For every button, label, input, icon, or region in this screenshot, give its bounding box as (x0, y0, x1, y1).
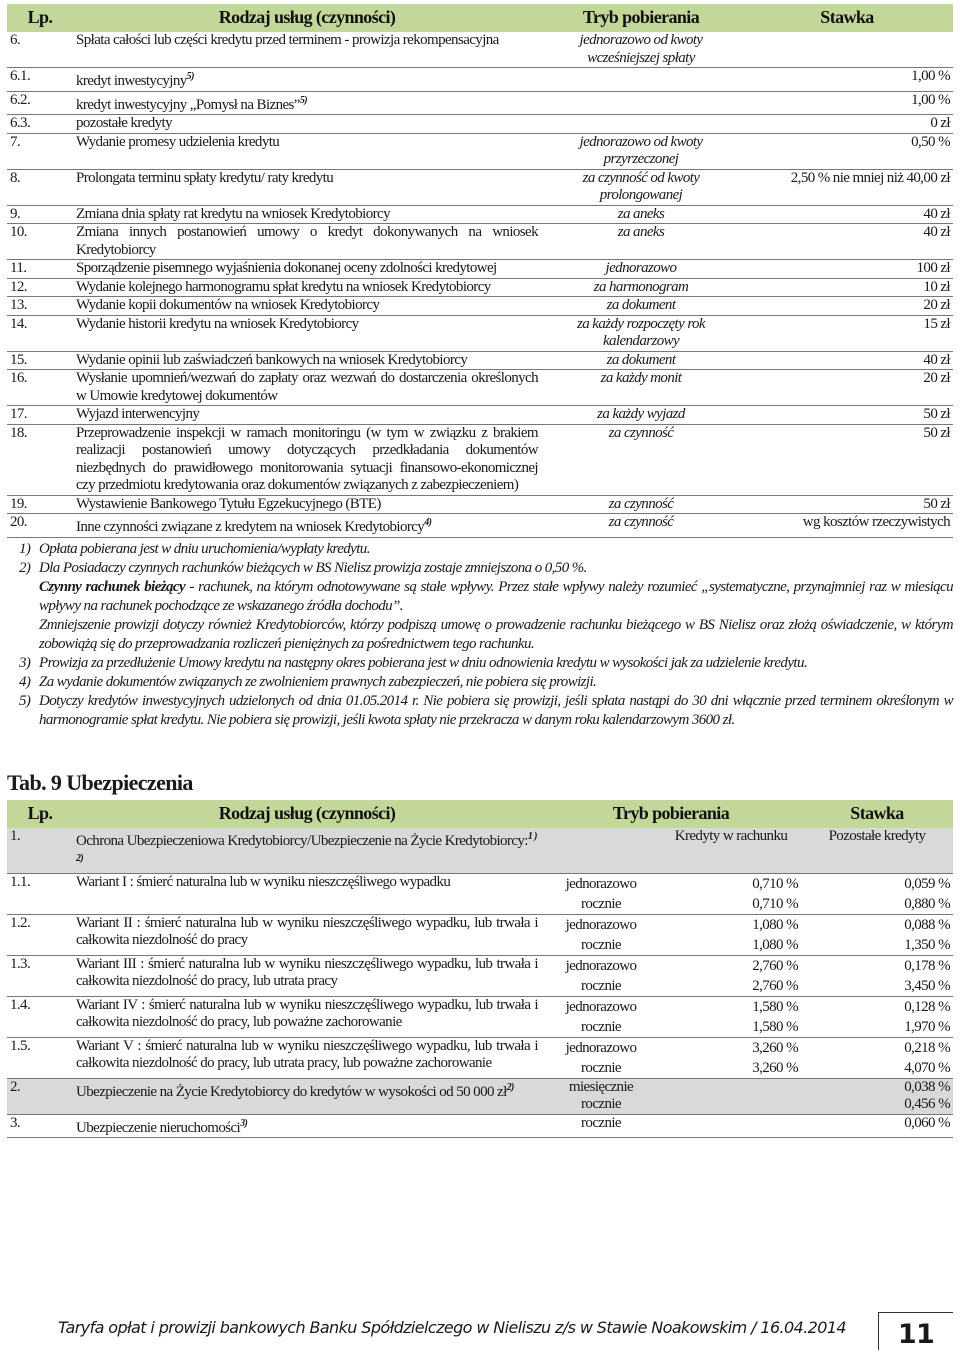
rate-other-credits (801, 1037, 953, 1078)
row-service (73, 828, 541, 874)
row-lp: 6.2. (7, 91, 73, 115)
rate-line: 2,760 % (752, 957, 798, 974)
rate-line: 0,218 % (904, 1039, 950, 1056)
footnotes (7, 540, 953, 730)
mode-line: rocznie (581, 977, 621, 994)
row-service-text: Wydanie kolejnego harmonogramu spłat kredytu na wniosek Kredytobiorcy (76, 278, 491, 295)
footer-text: Taryfa opłat i prowizji bankowych Banku Spółdzielczego w Nieliszu z/s w Stawie Noakowskim / 16.04.2014 (58, 1318, 847, 1337)
footnote-item (7, 654, 953, 673)
footnote-text (39, 673, 953, 692)
table-row (7, 955, 953, 996)
table-row (7, 224, 953, 260)
footnote-ref: 5) (186, 71, 194, 82)
table-row (7, 315, 953, 351)
row-mode: za dokument (541, 351, 741, 370)
rate-line: 1,080 % (752, 936, 798, 953)
row-mode (541, 955, 661, 996)
row-rate: 0 zł (741, 115, 953, 134)
row-service-text: Wydanie opinii lub zaświadczeń bankowych na wniosek Kredytobiorcy (76, 351, 468, 368)
row-mode (541, 115, 741, 134)
footnote-ref: 2) (506, 1081, 514, 1093)
row-service-text: Wydanie promesy udzielenia kredytu (76, 133, 280, 150)
col-service: Rodzaj usług (czynności) (73, 800, 541, 828)
footnote-ref: 1 ) 2) (76, 830, 537, 864)
row-rate: wg kosztów rzeczywistych (741, 514, 953, 538)
footnote-number: 3) (19, 654, 31, 671)
rate-line: 1,580 % (752, 1018, 798, 1035)
row-mode: jednorazowo (541, 260, 741, 279)
rate-other-credits (801, 996, 953, 1037)
row-service (73, 424, 541, 495)
rate-credit-lines (661, 996, 801, 1037)
row-service-text: Wyjazd interwencyjny (76, 406, 200, 422)
row-mode (541, 914, 661, 955)
insurance-table-body (7, 828, 953, 1138)
row-service-text: Wydanie historii kredytu na wniosek Kredytobiorcy (76, 315, 359, 332)
table-row (7, 1037, 953, 1078)
footnote-text (39, 692, 953, 730)
col-lp: Lp. (7, 4, 73, 32)
row-service (73, 115, 541, 134)
mode-line: jednorazowo (565, 1039, 637, 1056)
footnote-item (7, 616, 953, 654)
row-lp: 1.5. (7, 1037, 73, 1078)
row-service (73, 224, 541, 260)
footnote-text (39, 578, 953, 616)
table-row (7, 297, 953, 316)
footnote-item (7, 673, 953, 692)
table-row (7, 133, 953, 169)
row-service-text: Sporządzenie pisemnego wyjaśnienia dokonanej oceny zdolności kredytowej (76, 260, 497, 276)
table-row (7, 406, 953, 425)
insurance-table-header (7, 800, 953, 828)
row-rate: 1,00 % (741, 68, 953, 92)
row-service (73, 68, 541, 92)
table9-title: Tab. 9 Ubezpieczenia (7, 769, 193, 795)
rate-line: 0,456 % (904, 1096, 950, 1112)
row-mode: za czynność (541, 514, 741, 538)
row-lp: 15. (7, 351, 73, 370)
footnote-ref: 5) (299, 94, 307, 106)
row-service (73, 315, 541, 351)
row-service-text: Ochrona Ubezpieczeniowa Kredytobiorcy/Ubezpieczenie na Życie Kredytobiorcy: (76, 832, 528, 849)
row-service (73, 1078, 541, 1114)
footnote-bold: Czynny rachunek bieżący (39, 578, 186, 595)
row-lp: 1. (7, 828, 73, 874)
row-service-text: Zmiana dnia spłaty rat kredytu na wniosek Kredytobiorcy (76, 205, 390, 222)
row-mode: za każdy monit (541, 370, 741, 406)
table-row (7, 370, 953, 406)
row-service: Wariant IV : śmierć naturalna lub w wyniku nieszczęśliwego wypadku, lub trwała i całkowita niezdolność do pracy, lub poważne zachorowanie (73, 996, 541, 1037)
row-mode: jednorazowo od kwoty przyrzeczonej (541, 133, 741, 169)
table-row (7, 514, 953, 538)
row-lp: 3. (7, 1114, 73, 1138)
row-rate: 40 zł (741, 351, 953, 370)
row-lp: 8. (7, 169, 73, 205)
footnote-number: 1) (19, 540, 31, 557)
footnote-number (7, 616, 39, 654)
col-rate: Stawka (801, 800, 953, 828)
footnote-item (7, 540, 953, 559)
mode-line: jednorazowo (565, 957, 637, 974)
rate-line: 4,070 % (904, 1059, 950, 1076)
row-service (73, 406, 541, 425)
row-rate: 1,00 % (741, 91, 953, 115)
row-rate: 20 zł (741, 370, 953, 406)
row-rate: 15 zł (741, 315, 953, 351)
footnote-text (39, 559, 953, 578)
row-mode (541, 68, 741, 92)
row-service (73, 32, 541, 68)
row-mode: za każdy wyjazd (541, 406, 741, 425)
rate-line: 3,450 % (904, 977, 950, 994)
table-row (7, 828, 953, 874)
mode-line: miesięcznie (568, 1078, 634, 1095)
row-lp: 6.3. (7, 115, 73, 134)
footnote-item (7, 578, 953, 616)
row-rate: 50 zł (741, 424, 953, 495)
footnote-text (39, 616, 953, 654)
row-service-text: Wystawienie Bankowego Tytułu Egzekucyjnego (BTE) (76, 495, 381, 512)
row-service-text: Ubezpieczenie nieruchomości (76, 1119, 241, 1136)
row-mode: jednorazowo od kwoty wcześniejszej spłaty (541, 32, 741, 68)
table-row (7, 424, 953, 495)
row-lp: 1.4. (7, 996, 73, 1037)
table-row (7, 32, 953, 68)
footnote-item (7, 559, 953, 578)
footnote-text (39, 654, 953, 673)
table-row (7, 205, 953, 224)
row-rate: 50 zł (741, 406, 953, 425)
page-number: 11 (878, 1312, 953, 1350)
mode-line: rocznie (581, 936, 621, 953)
row-service: Wariant II : śmierć naturalna lub w wyniku nieszczęśliwego wypadku, lub trwała i całkowita niezdolność do pracy (73, 914, 541, 955)
rate-credit-lines (661, 914, 801, 955)
row-lp: 20. (7, 514, 73, 538)
row-mode: za aneks (541, 224, 741, 260)
row-service-text: Ubezpieczenie na Życie Kredytobiorcy do kredytów w wysokości od 50 000 zł (76, 1083, 507, 1100)
row-rate (801, 1078, 953, 1114)
row-service-text: Zmiana innych postanowień umowy o kredyt dokonywanych na wniosek Kredytobiorcy (76, 224, 538, 258)
row-lp: 9. (7, 205, 73, 224)
row-service-text: kredyt inwestycyjny (76, 73, 187, 89)
rate-line: 1,350 % (904, 936, 950, 953)
row-rate: 100 zł (741, 260, 953, 279)
row-mode: rocznie (541, 1114, 661, 1138)
row-service (73, 133, 541, 169)
rate-line: 0,710 % (752, 875, 798, 892)
row-lp: 11. (7, 260, 73, 279)
row-service (73, 297, 541, 316)
footnote-number: 4) (19, 673, 31, 690)
row-service (73, 351, 541, 370)
rate-line: 1,970 % (904, 1018, 950, 1035)
row-mode (541, 1037, 661, 1078)
mode-line: jednorazowo (565, 916, 637, 933)
row-service-text: Wydanie kopii dokumentów na wniosek Kredytobiorcy (76, 297, 380, 313)
table-row (7, 115, 953, 134)
row-service-text: Przeprowadzenie inspekcji w ramach monitoringu (w tym w związku z brakiem realizacji postanowień umowy dotyczących przedkładania dokumentów niezbędnych do prawidłowego monitorowania sytuacji finansowo-ekonomicznej czy przedmiotu kredytowania oraz dokumentów związanych z zabezpieczeniem) (76, 424, 538, 493)
row-service (73, 1114, 541, 1138)
row-lp: 13. (7, 297, 73, 316)
row-lp: 6. (7, 32, 73, 68)
mode-line: rocznie (581, 1018, 621, 1035)
rate-line: 0,088 % (904, 916, 950, 933)
footnote-body: Zmniejszenie prowizji dotyczy również Kredytobiorców, którzy podpiszą umowę o prowadzenie rachunku bieżącego w BS Nielisz oraz złożą oświadczenie, w którym zobowiążą się do przeprowadzania rozliczeń pieniężnych za pośrednictwem tego rachunku. (39, 616, 953, 652)
footnote-number: 5) (19, 692, 31, 709)
row-rate: 10 zł (741, 278, 953, 297)
rate-line: 3,260 % (752, 1059, 798, 1076)
row-service (73, 260, 541, 279)
footnote-text (39, 540, 953, 559)
row-rate: 40 zł (741, 205, 953, 224)
footnote-body: Za wydanie dokumentów związanych ze zwolnieniem prawnych zabezpieczeń, nie pobiera się prowizji. (39, 673, 597, 690)
footnote-body: Dotyczy kredytów inwestycyjnych udzielonych od dnia 01.05.2014 r. Nie pobiera się prowizji, jeśli spłata nastąpi do 30 dni włącznie przed terminem określonym w harmonogramie spłat kredytu. Nie pobiera się prowizji, jeśli kwota spłaty nie przekracza w danym roku kalendarzowym 3600 zł. (39, 692, 953, 728)
row-service-text: Wysłanie upomnień/wezwań do zapłaty oraz wezwań do dostarczenia określonych w Umowie kredytowej dokumentów (76, 370, 538, 404)
row-mode (541, 1078, 661, 1114)
row-lp: 1.2. (7, 914, 73, 955)
table-row (7, 1114, 953, 1138)
table-row (7, 873, 953, 914)
footnote-body: - rachunek, na którym odnotowywane są stałe wpływy. Przez stałe wpływy należy rozumieć „systematyczne, przynajmniej raz w miesiącu wpływy na rachunek pochodzące ze wskazanego źródła dochodu”. (39, 578, 954, 614)
rate-line: 0,128 % (904, 998, 950, 1015)
footnote-ref: 4) (424, 517, 432, 528)
row-mode: za czynność (541, 495, 741, 514)
row-lp: 1.1. (7, 873, 73, 914)
row-lp: 10. (7, 224, 73, 260)
row-lp: 2. (7, 1078, 73, 1114)
rate-credit-lines (661, 873, 801, 914)
fees-table-body (7, 32, 953, 537)
row-service (73, 91, 541, 115)
rate-line: 0,178 % (904, 957, 950, 974)
footnote-body: Dla Posiadaczy czynnych rachunków bieżących w BS Nielisz prowizja zostaje zmniejszona o 0,50 %. (39, 559, 587, 576)
footnote-ref: 3) (240, 1117, 248, 1129)
mode-line: jednorazowo (565, 998, 637, 1015)
row-service (73, 370, 541, 406)
rate-line: 0,038 % (904, 1078, 950, 1095)
table-row (7, 68, 953, 92)
footnote-number: 2) (19, 559, 31, 576)
rate-other-credits (801, 914, 953, 955)
rate-other-credits (801, 955, 953, 996)
row-service: Wariant III : śmierć naturalna lub w wyniku nieszczęśliwego wypadku, lub trwała i całkowita niezdolność do pracy, lub utrata pracy (73, 955, 541, 996)
row-rate: 50 zł (741, 495, 953, 514)
row-rate (741, 32, 953, 68)
col-mode: Tryb pobierania (541, 800, 801, 828)
row-service (73, 278, 541, 297)
row-lp: 17. (7, 406, 73, 425)
fees-table (7, 4, 953, 538)
row-mode (541, 91, 741, 115)
row-service (73, 495, 541, 514)
col-service: Rodzaj usług (czynności) (73, 4, 541, 32)
row-service-text: pozostałe kredyty (76, 115, 173, 131)
footnote-body: Prowizja za przedłużenie Umowy kredytu na następny okres pobierana jest w dniu odnowienia kredytu w wysokości jak za udzielenie kredytu. (39, 654, 807, 671)
row-rate: 40 zł (741, 224, 953, 260)
row-lp: 16. (7, 370, 73, 406)
subheader-credit-lines: Kredyty w rachunku (661, 828, 801, 874)
row-service-text: Spłata całości lub części kredytu przed terminem - prowizja rekompensacyjna (76, 32, 499, 48)
row-service-text: Inne czynności związane z kredytem na wniosek Kredytobiorcy (76, 519, 425, 535)
table-row (7, 278, 953, 297)
row-service-text: Prolongata terminu spłaty kredytu/ raty kredytu (76, 169, 334, 186)
row-lp: 7. (7, 133, 73, 169)
row-service: Wariant V : śmierć naturalna lub w wyniku nieszczęśliwego wypadku, lub trwała i całkowita niezdolność do pracy, lub utrata pracy, lub poważne zachorowanie (73, 1037, 541, 1078)
subheader-other-credits: Pozostałe kredyty (801, 828, 953, 874)
row-service (73, 169, 541, 205)
fees-table-header (7, 4, 953, 32)
row-rate: 0,50 % (741, 133, 953, 169)
row-mode: za każdy rozpoczęty rok kalendarzowy (541, 315, 741, 351)
row-mode: za czynność od kwoty prolongowanej (541, 169, 741, 205)
mode-line: rocznie (581, 1096, 621, 1112)
table-row (7, 914, 953, 955)
col-lp: Lp. (7, 800, 73, 828)
row-rate: 0,060 % (801, 1114, 953, 1138)
row-service (73, 205, 541, 224)
row-rate: 20 zł (741, 297, 953, 316)
row-service (73, 514, 541, 538)
row-lp: 12. (7, 278, 73, 297)
page (7, 4, 953, 1138)
footnote-number (7, 578, 39, 616)
table-row (7, 260, 953, 279)
row-rate: 2,50 % nie mniej niż 40,00 zł (741, 169, 953, 205)
row-lp: 14. (7, 315, 73, 351)
table-row (7, 351, 953, 370)
footnote-item (7, 692, 953, 730)
row-lp: 18. (7, 424, 73, 495)
mode-line: rocznie (581, 895, 621, 912)
rate-line: 1,580 % (752, 998, 798, 1015)
row-mode: za aneks (541, 205, 741, 224)
rate-line: 1,080 % (752, 916, 798, 933)
row-lp: 6.1. (7, 68, 73, 92)
table-row (7, 91, 953, 115)
row-mode (541, 996, 661, 1037)
row-lp: 1.3. (7, 955, 73, 996)
mode-line: rocznie (581, 1059, 621, 1076)
rate-line: 0,059 % (904, 875, 950, 892)
mode-line: jednorazowo (565, 875, 637, 892)
row-service-text: kredyt inwestycyjny „Pomysł na Biznes” (76, 96, 300, 113)
rate-credit-lines (661, 1037, 801, 1078)
rate-other-credits (801, 873, 953, 914)
col-mode: Tryb pobierania (541, 4, 741, 32)
row-mode: za harmonogram (541, 278, 741, 297)
row-mode: za dokument (541, 297, 741, 316)
rate-line: 0,710 % (752, 895, 798, 912)
row-service: Wariant I : śmierć naturalna lub w wyniku nieszczęśliwego wypadku (73, 873, 541, 914)
row-mode (541, 873, 661, 914)
row-lp: 19. (7, 495, 73, 514)
table-row (7, 169, 953, 205)
table-row (7, 495, 953, 514)
row-mode: za czynność (541, 424, 741, 495)
rate-credit-lines (661, 955, 801, 996)
table-row (7, 1078, 953, 1114)
col-rate: Stawka (741, 4, 953, 32)
rate-line: 2,760 % (752, 977, 798, 994)
insurance-table (7, 800, 953, 1139)
rate-line: 3,260 % (752, 1039, 798, 1056)
rate-line: 0,880 % (904, 895, 950, 912)
table-row (7, 996, 953, 1037)
footnote-body: Opłata pobierana jest w dniu uruchomienia/wypłaty kredytu. (39, 540, 370, 557)
